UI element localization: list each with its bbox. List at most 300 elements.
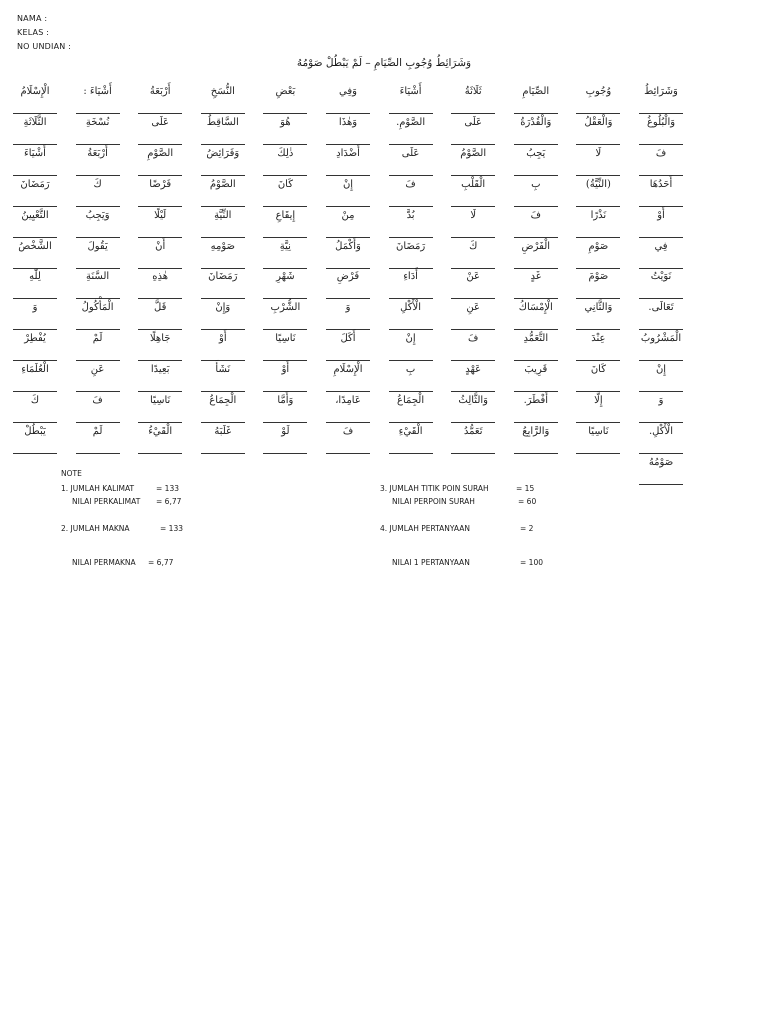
answer-line[interactable] (201, 422, 245, 423)
note-jumlah-titik-poin: 3. JUMLAH TITIK POIN SURAH = 15 (380, 484, 535, 493)
word-cell (263, 393, 307, 423)
answer-line[interactable] (514, 206, 558, 207)
answer-line[interactable] (76, 453, 120, 454)
answer-line[interactable] (389, 175, 433, 176)
answer-line[interactable] (389, 298, 433, 299)
arabic-word: الْأَكْلِ (400, 302, 421, 314)
grid-row (14, 177, 683, 207)
answer-line[interactable] (451, 175, 495, 176)
word-cell (138, 146, 182, 176)
answer-line[interactable] (76, 391, 120, 392)
arabic-word: وَالثَّانِي (584, 302, 613, 314)
word-cell (13, 208, 57, 238)
answer-line[interactable] (201, 237, 245, 238)
answer-line[interactable] (451, 453, 495, 454)
arabic-word: أَشْيَاءَ : (83, 86, 112, 97)
answer-line[interactable] (326, 360, 370, 361)
answer-line[interactable] (13, 360, 57, 361)
answer-line[interactable] (514, 113, 558, 114)
arabic-word: أَكَلَ (340, 333, 356, 345)
answer-line[interactable] (201, 453, 245, 454)
answer-line[interactable] (451, 360, 495, 361)
answer-line[interactable] (201, 329, 245, 330)
word-cell (76, 115, 120, 145)
answer-line[interactable] (576, 422, 620, 423)
answer-line[interactable] (576, 298, 620, 299)
answer-line[interactable] (451, 422, 495, 423)
answer-line[interactable] (389, 391, 433, 392)
arabic-word: السَّنَةِ (86, 271, 110, 283)
arabic-word: ثَلَاثَةُ (464, 86, 482, 97)
note-nilai-perpoin: NILAI PERPOIN SURAH = 60 (392, 497, 537, 506)
answer-line[interactable] (514, 329, 558, 330)
answer-line[interactable] (138, 268, 182, 269)
arabic-word: وَفَرَائِضُ (206, 147, 240, 159)
word-cell (326, 84, 370, 114)
word-cell (263, 269, 307, 299)
word-cell (389, 177, 433, 207)
arabic-word: لَمْ (92, 425, 103, 437)
arabic-word: الْفَرْضِ (521, 240, 551, 252)
answer-line[interactable] (576, 237, 620, 238)
answer-line[interactable] (576, 113, 620, 114)
answer-line[interactable] (76, 422, 120, 423)
arabic-word: فَ (468, 333, 479, 345)
word-cell (263, 208, 307, 238)
arabic-word: قَرِيبَ (524, 364, 548, 376)
answer-line[interactable] (138, 360, 182, 361)
arabic-word: الْقَيْءُ (148, 425, 173, 437)
word-cell (201, 331, 245, 361)
answer-line[interactable] (13, 268, 57, 269)
answer-line[interactable] (263, 113, 307, 114)
word-cell (263, 300, 307, 330)
word-cell (138, 300, 182, 330)
answer-line[interactable] (326, 237, 370, 238)
word-cell (576, 300, 620, 330)
arabic-word: شَهْرِ (276, 271, 295, 283)
answer-line[interactable] (201, 268, 245, 269)
answer-line[interactable] (451, 144, 495, 145)
answer-line[interactable] (326, 329, 370, 330)
note-heading: NOTE (61, 469, 82, 478)
answer-line[interactable] (451, 298, 495, 299)
word-cell (201, 300, 245, 330)
word-cell (639, 300, 683, 330)
arabic-word: عَنِ (90, 364, 105, 376)
answer-line[interactable] (389, 329, 433, 330)
answer-line[interactable] (76, 329, 120, 330)
answer-line[interactable] (639, 206, 683, 207)
word-cell (138, 84, 182, 114)
answer-line[interactable] (514, 237, 558, 238)
answer-line[interactable] (76, 206, 120, 207)
arabic-word: فَ (342, 425, 354, 437)
arabic-word: يُفْطِرْ (24, 333, 46, 345)
worksheet-title: وَشَرَائِطُ وُجُوبِ الصِّيَامِ – لَمْ يَبْطُلْ صَوْمُهُ (296, 57, 472, 69)
answer-line[interactable] (639, 453, 683, 454)
arabic-word: أَدَاءِ (403, 271, 418, 283)
word-cell (326, 362, 370, 392)
answer-line[interactable] (326, 422, 370, 423)
arabic-word: الشُّرْبِ (270, 302, 301, 314)
word-cell (13, 424, 57, 454)
word-cell (76, 177, 120, 207)
answer-line[interactable] (326, 206, 370, 207)
word-cell (326, 239, 370, 269)
arabic-word: الْمَأْكُولُ (81, 302, 114, 314)
note-nilai-permakna: NILAI PERMAKNA = 6,77 (72, 558, 174, 567)
answer-line[interactable] (576, 453, 620, 454)
arabic-word: أَفْطَرَ. (523, 395, 549, 406)
answer-line[interactable] (576, 391, 620, 392)
arabic-word: وَالْبُلُوغُ (646, 116, 676, 128)
answer-line[interactable] (76, 113, 120, 114)
answer-line[interactable] (514, 422, 558, 423)
answer-line[interactable] (639, 175, 683, 176)
answer-line[interactable] (76, 237, 120, 238)
grid-row (14, 146, 683, 176)
answer-line[interactable] (514, 175, 558, 176)
arabic-word: الثَّلَاثَةِ (23, 116, 47, 128)
word-cell (76, 362, 120, 392)
answer-line[interactable] (263, 144, 307, 145)
answer-line[interactable] (389, 237, 433, 238)
grid-row (14, 269, 683, 299)
answer-line[interactable] (639, 484, 683, 485)
arabic-word: الْجِمَاعُ (209, 395, 237, 406)
answer-line[interactable] (514, 391, 558, 392)
word-cell (76, 208, 120, 238)
answer-line[interactable] (639, 422, 683, 423)
answer-line[interactable] (201, 206, 245, 207)
answer-line[interactable] (514, 268, 558, 269)
arabic-word: الْمَشْرُوبُ (640, 333, 682, 345)
answer-line[interactable] (138, 422, 182, 423)
answer-line[interactable] (76, 144, 120, 145)
grid-row (14, 84, 683, 114)
answer-line[interactable] (576, 144, 620, 145)
arabic-word: مِنْ (341, 209, 355, 221)
word-cell (138, 239, 182, 269)
word-cell (138, 115, 182, 145)
word-cell (389, 393, 433, 423)
word-cell (263, 177, 307, 207)
arabic-word: صَوْمِهِ (210, 240, 235, 252)
answer-line[interactable] (76, 298, 120, 299)
answer-line[interactable] (263, 175, 307, 176)
arabic-word: ذٰلِكَ (277, 147, 294, 159)
arabic-word: فَ (655, 147, 667, 159)
arabic-word: فِي (654, 240, 668, 252)
arabic-word: الصَّوْمِ (147, 147, 174, 159)
word-cell (576, 331, 620, 361)
word-cell (326, 115, 370, 145)
word-cell (576, 84, 620, 114)
word-cell (576, 115, 620, 145)
answer-line[interactable] (13, 113, 57, 114)
arabic-word: قَلَّ (154, 302, 167, 314)
word-cell (639, 269, 683, 299)
arabic-word: وَإِنْ (215, 302, 231, 314)
answer-line[interactable] (639, 268, 683, 269)
word-cell (263, 331, 307, 361)
word-cell (326, 269, 370, 299)
answer-line[interactable] (326, 175, 370, 176)
arabic-word: فَ (405, 178, 416, 190)
answer-line[interactable] (576, 329, 620, 330)
arabic-word: وَهٰذَا (338, 116, 358, 128)
word-cell (138, 177, 182, 207)
answer-line[interactable] (201, 360, 245, 361)
answer-line[interactable] (138, 175, 182, 176)
answer-line[interactable] (514, 360, 558, 361)
word-cell (576, 362, 620, 392)
word-cell (514, 269, 558, 299)
answer-line[interactable] (326, 298, 370, 299)
arabic-word: عَلَى (464, 116, 482, 128)
answer-line[interactable] (576, 360, 620, 361)
answer-line[interactable] (389, 453, 433, 454)
arabic-word: نَوَيْتُ (650, 271, 672, 283)
arabic-word: التَّعْيِينُ (21, 209, 49, 221)
word-cell (76, 424, 120, 454)
grid-row (14, 300, 683, 330)
answer-line[interactable] (639, 298, 683, 299)
answer-line[interactable] (13, 422, 57, 423)
answer-line[interactable] (13, 391, 57, 392)
word-cell (13, 115, 57, 145)
arabic-word: كَانَ (590, 364, 606, 376)
answer-line[interactable] (326, 391, 370, 392)
answer-line[interactable] (451, 113, 495, 114)
word-cell (201, 362, 245, 392)
grid-row (14, 115, 683, 145)
answer-line[interactable] (576, 175, 620, 176)
word-cell (76, 269, 120, 299)
word-cell (639, 208, 683, 238)
word-cell (326, 393, 370, 423)
answer-line[interactable] (263, 329, 307, 330)
answer-line[interactable] (201, 175, 245, 176)
answer-line[interactable] (263, 391, 307, 392)
grid-row (14, 362, 683, 392)
arabic-word: نُسْخَةِ (85, 116, 110, 128)
answer-line[interactable] (263, 206, 307, 207)
answer-line[interactable] (263, 268, 307, 269)
word-cell (389, 115, 433, 145)
answer-line[interactable] (639, 144, 683, 145)
answer-line[interactable] (451, 206, 495, 207)
arabic-word: وَ (345, 302, 351, 314)
word-cell (451, 362, 495, 392)
arabic-word: بَعِيدًا (150, 364, 170, 376)
arabic-word: لَا (595, 147, 602, 159)
answer-line[interactable] (389, 144, 433, 145)
answer-line[interactable] (201, 113, 245, 114)
arabic-word: الصَّوْمُ (209, 178, 236, 190)
answer-line[interactable] (326, 268, 370, 269)
grid-row (14, 393, 683, 423)
arabic-word: النُّسَخِ (210, 86, 235, 97)
word-cell (389, 331, 433, 361)
word-cell (514, 208, 558, 238)
answer-line[interactable] (514, 144, 558, 145)
answer-line[interactable] (389, 360, 433, 361)
word-cell (514, 300, 558, 330)
arabic-word: كَ (30, 395, 40, 406)
answer-line[interactable] (76, 175, 120, 176)
arabic-word: إِنْ (655, 364, 667, 376)
arabic-word: الْقَيْءِ (398, 425, 423, 437)
answer-line[interactable] (138, 237, 182, 238)
word-cell (13, 362, 57, 392)
answer-line[interactable] (201, 298, 245, 299)
answer-line[interactable] (201, 391, 245, 392)
kelas-label: KELAS : (17, 28, 50, 37)
word-cell (639, 239, 683, 269)
note-nilai-pertanyaan: NILAI 1 PERTANYAAN = 100 (392, 558, 543, 567)
arabic-word: لَوْ (281, 425, 290, 437)
answer-line[interactable] (263, 237, 307, 238)
word-cell (576, 393, 620, 423)
arabic-word: السَّاقِطُ (206, 116, 239, 128)
arabic-word: يَبْطُلْ (24, 425, 46, 437)
arabic-word: وَالْعَقْلُ (584, 116, 613, 128)
arabic-word: عَامِدًا، (335, 395, 361, 406)
answer-line[interactable] (451, 391, 495, 392)
word-cell (263, 362, 307, 392)
answer-line[interactable] (326, 144, 370, 145)
no-undian-label: NO UNDIAN : (17, 42, 72, 51)
arabic-word: أَوْ (657, 209, 665, 221)
answer-line[interactable] (76, 360, 120, 361)
answer-line[interactable] (138, 113, 182, 114)
arabic-word: وَشَرَائِطُ (644, 86, 678, 97)
answer-line[interactable] (451, 268, 495, 269)
word-cell (13, 84, 57, 114)
word-cell (514, 177, 558, 207)
answer-line[interactable] (576, 206, 620, 207)
arabic-word: لَيْلًا (154, 209, 167, 221)
word-cell (138, 269, 182, 299)
answer-line[interactable] (514, 453, 558, 454)
arabic-word: أَنْ (155, 240, 166, 252)
answer-line[interactable] (13, 298, 57, 299)
word-cell (576, 239, 620, 269)
word-cell (389, 362, 433, 392)
word-cell (326, 300, 370, 330)
word-cell (639, 393, 683, 423)
word-cell (389, 208, 433, 238)
answer-line[interactable] (451, 237, 495, 238)
answer-line[interactable] (263, 360, 307, 361)
answer-line[interactable] (138, 329, 182, 330)
word-cell (389, 84, 433, 114)
answer-line[interactable] (639, 113, 683, 114)
answer-line[interactable] (389, 113, 433, 114)
word-cell (201, 269, 245, 299)
answer-line[interactable] (389, 422, 433, 423)
arabic-word: عَهْدٍ (465, 364, 482, 376)
grid-row (14, 239, 683, 269)
word-cell (451, 331, 495, 361)
answer-line[interactable] (138, 391, 182, 392)
arabic-word: بِ (405, 364, 416, 376)
answer-line[interactable] (514, 298, 558, 299)
answer-line[interactable] (389, 268, 433, 269)
answer-line[interactable] (389, 206, 433, 207)
word-cell (451, 424, 495, 454)
answer-line[interactable] (138, 298, 182, 299)
word-cell (201, 424, 245, 454)
arabic-word: أَشْيَاءَ (24, 147, 46, 159)
arabic-word: الْعُلَمَاءِ (21, 364, 49, 376)
arabic-word: فَرْضًا (149, 178, 172, 190)
arabic-word: إِلَّا (594, 395, 603, 406)
answer-line[interactable] (639, 237, 683, 238)
answer-line[interactable] (263, 422, 307, 423)
arabic-word: الشَّخْصُ (18, 240, 52, 252)
answer-line[interactable] (138, 453, 182, 454)
word-cell (263, 84, 307, 114)
answer-line[interactable] (13, 144, 57, 145)
answer-line[interactable] (263, 453, 307, 454)
arabic-word: هُوَ (280, 116, 291, 128)
word-cell (639, 115, 683, 145)
answer-line[interactable] (639, 391, 683, 392)
answer-line[interactable] (13, 175, 57, 176)
arabic-word: بِ (531, 178, 541, 190)
word-cell (263, 146, 307, 176)
word-cell (389, 239, 433, 269)
answer-line[interactable] (263, 298, 307, 299)
answer-line[interactable] (201, 144, 245, 145)
arabic-word: عَلَى (401, 147, 420, 159)
word-cell (576, 146, 620, 176)
answer-line[interactable] (326, 453, 370, 454)
answer-line[interactable] (13, 329, 57, 330)
answer-line[interactable] (138, 144, 182, 145)
answer-line[interactable] (639, 360, 683, 361)
answer-line[interactable] (576, 268, 620, 269)
word-cell (451, 84, 495, 114)
arabic-word: نِيَّةِ (279, 240, 291, 252)
word-cell (201, 115, 245, 145)
arabic-word: تَعَالَى. (648, 302, 674, 314)
word-cell (451, 115, 495, 145)
word-cell (76, 331, 120, 361)
answer-line[interactable] (76, 268, 120, 269)
answer-line[interactable] (138, 206, 182, 207)
arabic-word: نَشَأَ (215, 364, 231, 376)
answer-line[interactable] (13, 453, 57, 454)
answer-line[interactable] (326, 113, 370, 114)
arabic-word: هٰذِهِ (152, 271, 169, 283)
answer-line[interactable] (13, 206, 57, 207)
answer-line[interactable] (13, 237, 57, 238)
word-cell (13, 393, 57, 423)
arabic-word: أَضْدَادِ (336, 147, 360, 159)
note-jumlah-makna: 2. JUMLAH MAKNA = 133 (61, 524, 183, 533)
word-cell (451, 393, 495, 423)
word-cell (639, 455, 683, 485)
answer-line[interactable] (639, 329, 683, 330)
answer-line[interactable] (451, 329, 495, 330)
word-cell (13, 177, 57, 207)
arabic-word: الصِّيَامِ (522, 86, 550, 97)
word-cell (138, 331, 182, 361)
